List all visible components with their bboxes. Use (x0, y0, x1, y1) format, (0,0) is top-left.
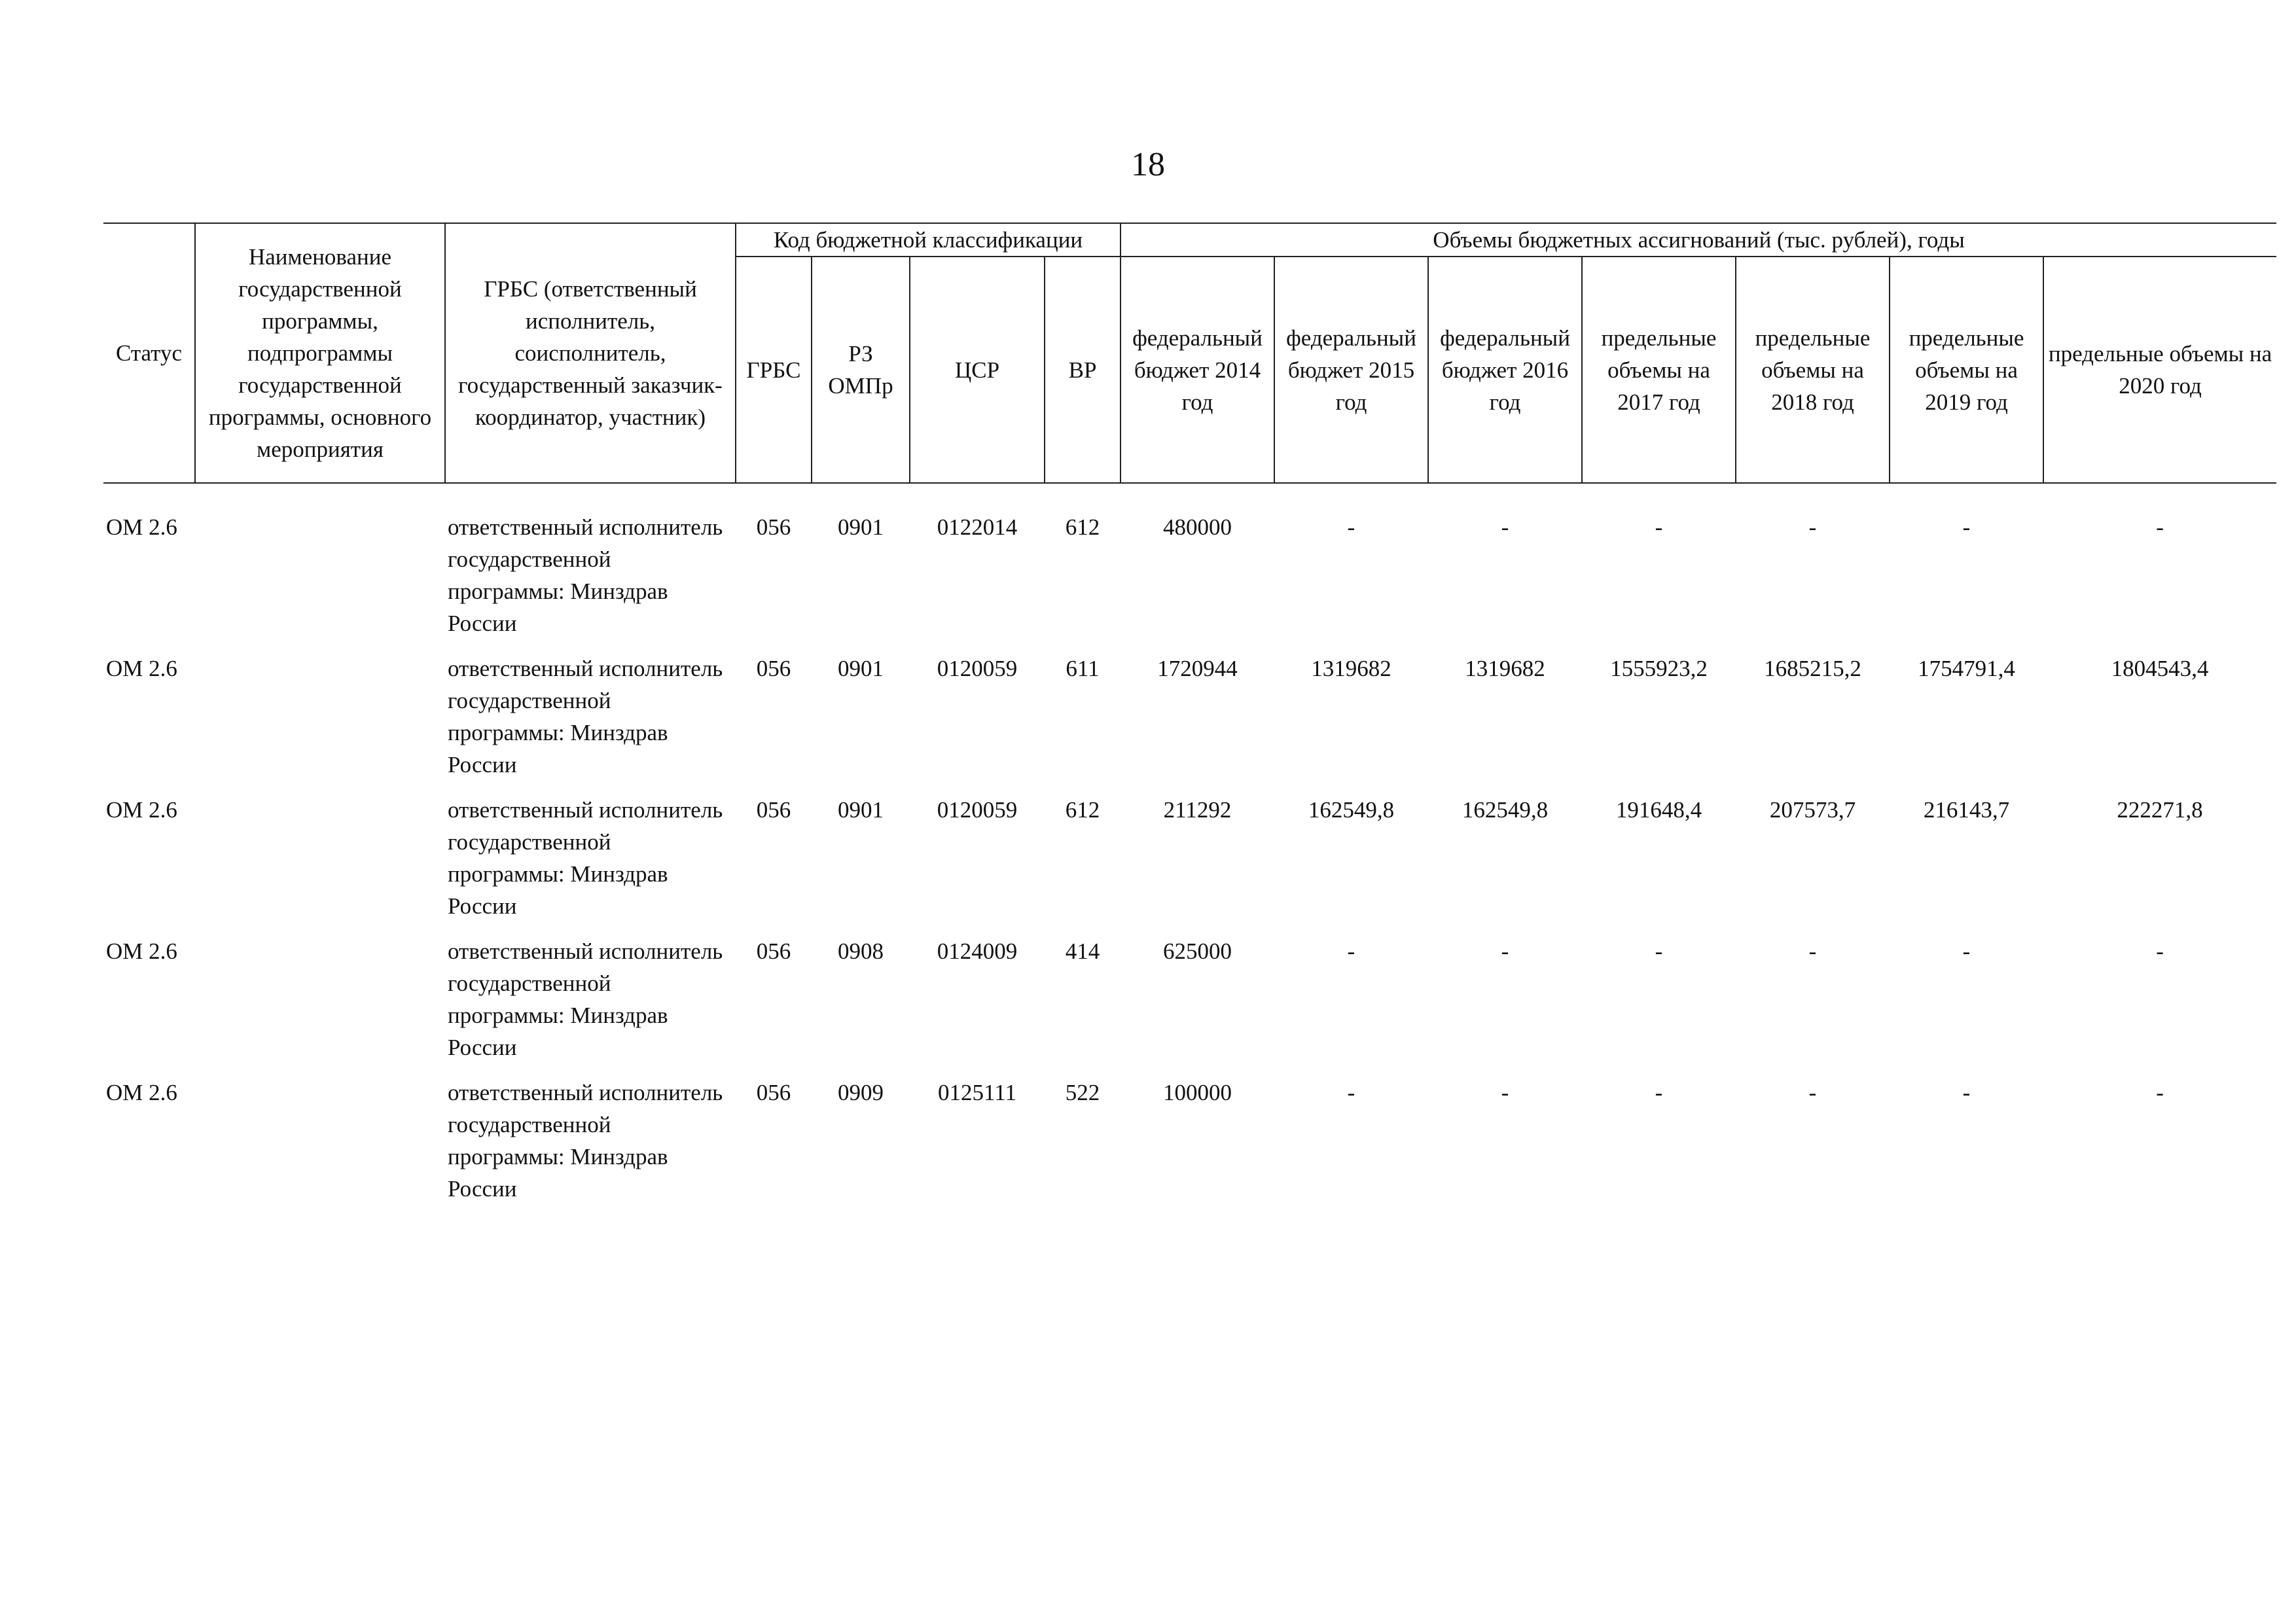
row-value-2020: - (2156, 1080, 2164, 1105)
header-status: Статус (103, 223, 195, 483)
header-grbs-role: ГРБС (ответственный исполнитель, соисполнитель, государственный заказчик-координатор, участник) (445, 223, 736, 483)
row-code-rz: 0909 (838, 1080, 884, 1105)
row-value-2019: - (1962, 1080, 1971, 1105)
table-row (103, 511, 2276, 652)
row-code-vr: 611 (1066, 656, 1100, 681)
row-value-2019: 1754791,4 (1918, 656, 2015, 681)
row-value-2016: 1319682 (1465, 656, 1545, 681)
row-value-2014: 625000 (1163, 938, 1232, 964)
row-value-2016: - (1501, 938, 1509, 964)
row-value-2017: - (1655, 938, 1663, 964)
row-code-csr: 0122014 (937, 514, 1018, 540)
row-name (195, 511, 445, 652)
row-value-2020: 1804543,4 (2111, 656, 2209, 681)
row-code-grbs: 056 (756, 797, 791, 823)
row-code-vr: 612 (1065, 514, 1100, 540)
row-status: ОМ 2.6 (106, 656, 177, 681)
row-code-grbs: 056 (756, 514, 791, 540)
row-value-2017: 1555923,2 (1610, 656, 1708, 681)
row-value-2019: 216143,7 (1923, 797, 2010, 823)
row-value-2015: - (1347, 938, 1355, 964)
row-grbs-role: ответственный исполнитель государственной программы: Минздрав России (448, 656, 723, 777)
row-code-rz: 0908 (838, 938, 884, 964)
table-row (103, 652, 2276, 794)
row-value-2019: - (1962, 938, 1971, 964)
row-value-2017: - (1655, 1080, 1663, 1105)
row-value-2018: - (1808, 514, 1817, 540)
row-code-rz: 0901 (838, 656, 884, 681)
page-number: 18 (1131, 146, 1165, 183)
header-year-2019: предельные объемы на 2019 год (1890, 257, 2043, 483)
row-value-2014: 1720944 (1157, 656, 1238, 681)
header-code-rz: РЗ ОМПр (812, 257, 910, 483)
row-value-2017: - (1655, 514, 1663, 540)
row-grbs-role: ответственный исполнитель государственной программы: Минздрав России (448, 1080, 723, 1202)
row-value-2018: 1685215,2 (1764, 656, 1861, 681)
table-row (103, 1077, 2276, 1218)
row-name (195, 935, 445, 1077)
table-header (103, 223, 2276, 483)
row-code-vr: 612 (1065, 797, 1100, 823)
row-name (195, 794, 445, 935)
row-status: ОМ 2.6 (106, 1080, 177, 1105)
row-code-csr: 0120059 (937, 656, 1018, 681)
row-value-2015: - (1347, 514, 1355, 540)
row-code-csr: 0125111 (938, 1080, 1016, 1105)
header-year-2017: предельные объемы на 2017 год (1582, 257, 1736, 483)
row-value-2015: 162549,8 (1308, 797, 1395, 823)
header-code-vr: ВР (1045, 257, 1121, 483)
row-status: ОМ 2.6 (106, 514, 177, 540)
row-grbs-role: ответственный исполнитель государственной программы: Минздрав России (448, 514, 723, 636)
row-value-2018: - (1808, 938, 1817, 964)
row-value-2020: - (2156, 938, 2164, 964)
header-name: Наименование государственной программы, подпрограммы государственной программы, основного мероприятия (195, 223, 445, 483)
header-code-grbs: ГРБС (736, 257, 812, 483)
row-name (195, 1077, 445, 1218)
row-code-vr: 414 (1065, 938, 1100, 964)
row-code-rz: 0901 (838, 797, 884, 823)
row-code-csr: 0120059 (937, 797, 1018, 823)
row-value-2016: - (1501, 514, 1509, 540)
row-value-2014: 100000 (1163, 1080, 1232, 1105)
row-value-2020: - (2156, 514, 2164, 540)
header-year-2015: федеральный бюджет 2015 год (1274, 257, 1428, 483)
row-code-grbs: 056 (756, 1080, 791, 1105)
table-row (103, 935, 2276, 1077)
row-value-2020: 222271,8 (2117, 797, 2203, 823)
row-value-2018: 207573,7 (1769, 797, 1856, 823)
row-code-csr: 0124009 (937, 938, 1018, 964)
row-value-2016: - (1501, 1080, 1509, 1105)
row-status: ОМ 2.6 (106, 938, 177, 964)
row-code-rz: 0901 (838, 514, 884, 540)
table-row (103, 794, 2276, 935)
row-value-2016: 162549,8 (1462, 797, 1549, 823)
row-code-vr: 522 (1065, 1080, 1100, 1105)
header-year-2014: федеральный бюджет 2014 год (1121, 257, 1274, 483)
row-value-2017: 191648,4 (1615, 797, 1702, 823)
row-code-grbs: 056 (756, 656, 791, 681)
row-value-2019: - (1962, 514, 1971, 540)
row-value-2018: - (1808, 1080, 1817, 1105)
row-grbs-role: ответственный исполнитель государственной программы: Минздрав России (448, 938, 723, 1060)
header-year-2016: федеральный бюджет 2016 год (1428, 257, 1582, 483)
row-value-2015: 1319682 (1311, 656, 1391, 681)
header-year-2018: предельные объемы на 2018 год (1736, 257, 1890, 483)
header-year-2020: предельные объемы на 2020 год (2043, 257, 2276, 483)
row-grbs-role: ответственный исполнитель государственной программы: Минздрав России (448, 797, 723, 919)
header-code-csr: ЦСР (910, 257, 1045, 483)
budget-table-container (103, 223, 2272, 1218)
row-code-grbs: 056 (756, 938, 791, 964)
row-status: ОМ 2.6 (106, 797, 177, 823)
header-volume-group: Объемы бюджетных ассигнований (тыс. рублей), годы (1121, 223, 2276, 257)
budget-table (103, 223, 2276, 1218)
header-code-group: Код бюджетной классификации (736, 223, 1121, 257)
row-name (195, 652, 445, 794)
row-value-2015: - (1347, 1080, 1355, 1105)
row-value-2014: 480000 (1163, 514, 1232, 540)
row-value-2014: 211292 (1163, 797, 1232, 823)
table-body (103, 483, 2276, 1218)
